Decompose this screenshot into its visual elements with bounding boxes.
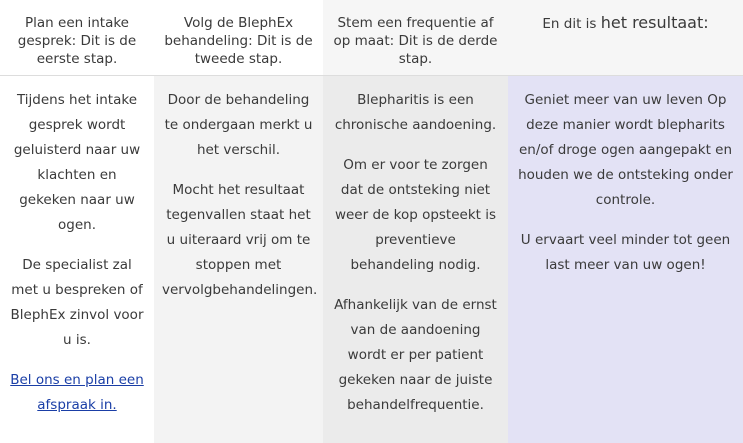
step-3-content	[323, 76, 508, 443]
result-paragraph-1: Geniet meer van uw leven Op deze manier wordt blepharits en/of droge ogen aangepakt en houden we de ontsteking onder controle.	[518, 92, 733, 208]
step-3-heading-text: Stem een frequentie af op maat: Dit is de derde stap.	[333, 15, 498, 67]
result-content	[508, 76, 743, 443]
step-2-paragraph-2: Mocht het resultaat tegenvallen staat het u uiteraard vrij om te stoppen met vervolgbehandelingen.	[162, 182, 318, 298]
step-1-paragraph-1: Tijdens het intake gesprek wordt geluisterd naar uw klachten en gekeken naar uw ogen.	[13, 92, 141, 233]
step-1-content	[0, 76, 154, 443]
step-3-paragraph-2: Om er voor te zorgen dat de ontsteking niet weer de kop opsteekt is preventieve behandeling nodig.	[334, 157, 497, 273]
call-plan-appointment-link[interactable]: Bel ons en plan een afspraak in.	[10, 372, 144, 413]
step-1-paragraph-2: De specialist zal met u bespreken of BlephEx zinvol voor u is.	[10, 257, 144, 348]
step-1-heading	[0, 0, 154, 76]
result-heading-part1: En dit is	[542, 16, 601, 32]
step-3-paragraph-1: Blepharitis is een chronische aandoening.	[334, 92, 497, 133]
result-heading-part2: het resultaat:	[600, 13, 709, 32]
step-2-paragraph-1: Door de behandeling te ondergaan merkt u het verschil.	[164, 92, 313, 158]
step-2-heading-text: Volg de BlephEx behandeling: Dit is de tweede stap.	[164, 15, 313, 67]
result-heading-text	[516, 14, 735, 33]
step-3-heading	[323, 0, 508, 76]
result-heading	[508, 0, 743, 76]
step-3-paragraph-3: Afhankelijk van de ernst van de aandoening wordt er per patient gekeken naar de juiste behandelfrequentie.	[334, 297, 497, 413]
step-2-heading	[154, 0, 323, 76]
step-1-heading-text: Plan een intake gesprek: Dit is de eerste stap.	[17, 15, 137, 67]
result-paragraph-2: U ervaart veel minder tot geen last meer van uw ogen!	[520, 232, 731, 273]
step-2-content	[154, 76, 323, 443]
